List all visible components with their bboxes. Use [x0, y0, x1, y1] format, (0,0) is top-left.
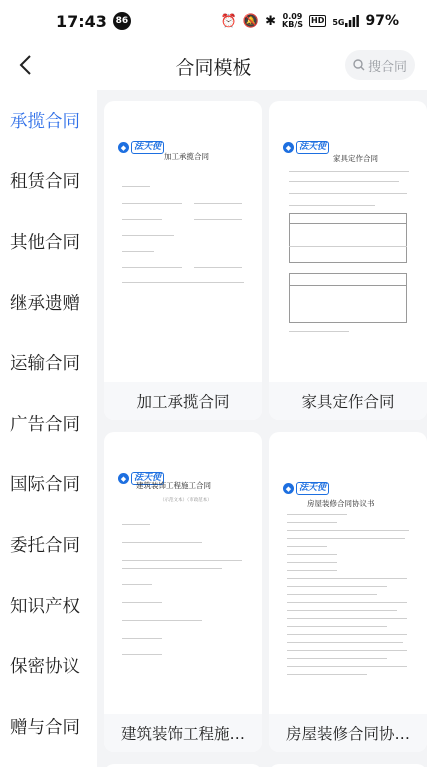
signal-label: 5G [332, 18, 345, 27]
card-caption [269, 714, 427, 752]
doc-title: 建筑装饰工程施工合同 [136, 481, 211, 490]
doc-line [122, 620, 202, 621]
sidebar-item-label: 运输合同 [10, 354, 80, 375]
logo-text: 法天使 [296, 482, 329, 495]
doc-line [287, 562, 337, 563]
sidebar-item-zengyu[interactable] [0, 696, 97, 757]
doc-line [287, 522, 337, 523]
doc-line [122, 568, 222, 569]
notification-count-badge: 86 [113, 12, 131, 30]
template-card[interactable] [104, 432, 262, 752]
doc-line [287, 578, 407, 579]
alarm-icon: ⏰ [220, 13, 237, 29]
doc-line [122, 584, 152, 585]
sidebar-item-label: 委托合同 [10, 535, 80, 556]
doc-line [287, 514, 347, 515]
sidebar-item-weituo[interactable] [0, 514, 97, 575]
mute-icon: 🔕 [242, 13, 260, 29]
doc-line [122, 235, 174, 236]
doc-line [122, 219, 162, 220]
document-thumbnail [269, 101, 427, 382]
sidebar-item-label: 继承遗赠 [10, 293, 80, 314]
doc-line [122, 267, 182, 268]
doc-line [287, 634, 407, 635]
document-thumbnail [104, 432, 262, 714]
doc-subtitle: （示范文本）（市政范本） [160, 498, 212, 503]
doc-line [287, 626, 387, 627]
doc-line [122, 654, 162, 655]
status-left [56, 12, 131, 31]
doc-line [287, 554, 337, 555]
network-speed [282, 13, 303, 29]
sidebar-item-label: 承揽合同 [10, 111, 80, 132]
doc-line [194, 219, 242, 220]
signal-bars-icon [345, 15, 359, 27]
card-caption-text: 建筑装饰工程施… [120, 725, 245, 743]
sidebar-item-label: 广告合同 [10, 414, 80, 435]
doc-line [122, 282, 244, 283]
logo-text: 法天使 [296, 141, 329, 154]
doc-table [289, 273, 407, 323]
sidebar-item-zhishi[interactable] [0, 575, 97, 636]
doc-line [289, 285, 407, 286]
status-right [221, 13, 399, 29]
doc-line [194, 203, 242, 204]
logo-text: 法天使 [131, 141, 164, 154]
logo-mark-icon: ◆ [283, 483, 294, 494]
doc-line [289, 331, 349, 332]
category-sidebar [0, 90, 97, 767]
doc-line [287, 570, 337, 571]
doc-line [289, 181, 399, 182]
doc-line [122, 186, 150, 187]
doc-line [287, 618, 407, 619]
network-speed-unit: KB/S [282, 20, 303, 29]
brand-logo [118, 141, 164, 154]
doc-line [122, 251, 154, 252]
card-caption-text: 加工承揽合同 [136, 393, 230, 411]
doc-line [289, 205, 375, 206]
document-thumbnail [104, 101, 262, 382]
doc-line [287, 530, 409, 531]
doc-line [287, 610, 397, 611]
sidebar-item-guoji[interactable] [0, 454, 97, 515]
doc-line [289, 223, 407, 224]
logo-mark-icon: ◆ [283, 142, 294, 153]
doc-line [287, 658, 387, 659]
sidebar-item-chenglan[interactable] [0, 90, 97, 151]
sidebar-item-label: 赠与合同 [10, 717, 80, 738]
card-caption [269, 382, 427, 420]
template-card[interactable] [269, 101, 427, 420]
search-input[interactable] [345, 50, 415, 80]
card-caption-text: 家具定作合同 [301, 393, 395, 411]
sidebar-item-yunshu[interactable] [0, 332, 97, 393]
template-grid [97, 90, 427, 767]
logo-mark-icon: ◆ [118, 142, 129, 153]
sidebar-item-label: 其他合同 [10, 232, 80, 253]
logo-text: 法天使 [131, 472, 164, 485]
card-caption [104, 382, 262, 420]
app-header [0, 42, 427, 88]
doc-line [122, 542, 202, 543]
sidebar-item-guanggao[interactable] [0, 393, 97, 454]
sidebar-item-label: 租赁合同 [10, 172, 80, 193]
doc-title: 家具定作合同 [333, 154, 378, 163]
brand-logo [283, 141, 329, 154]
doc-line [287, 674, 367, 675]
doc-line [289, 193, 407, 194]
doc-line [287, 666, 407, 667]
card-caption-text: 房屋装修合同协… [285, 725, 410, 743]
doc-line [287, 586, 387, 587]
status-time: 17:43 [56, 11, 107, 31]
signal-icon [332, 15, 359, 27]
document-thumbnail [269, 432, 427, 714]
sidebar-item-label: 国际合同 [10, 475, 80, 496]
doc-line [287, 642, 403, 643]
battery-level: 97% [365, 13, 399, 29]
template-card[interactable] [104, 101, 262, 420]
logo-mark-icon: ◆ [118, 473, 129, 484]
network-speed-value: 0.09 [282, 12, 303, 21]
bluetooth-icon: ✱ [265, 13, 277, 29]
sidebar-item-qita[interactable] [0, 211, 97, 272]
doc-title: 加工承揽合同 [164, 152, 209, 161]
doc-line [122, 203, 182, 204]
doc-line [289, 246, 407, 247]
sidebar-item-jicheng[interactable] [0, 272, 97, 333]
search-icon [353, 59, 365, 71]
doc-line [122, 524, 150, 525]
brand-logo [283, 482, 329, 495]
doc-line [287, 594, 377, 595]
sidebar-item-label: 保密协议 [10, 657, 80, 678]
doc-line [122, 560, 242, 561]
doc-line [194, 267, 242, 268]
hd-badge: HD [311, 16, 325, 25]
doc-table [289, 213, 407, 263]
search-placeholder: 搜合同 [367, 59, 407, 75]
sidebar-item-zulin[interactable] [0, 151, 97, 212]
template-card[interactable] [269, 432, 427, 752]
doc-line [122, 638, 162, 639]
status-bar [0, 0, 427, 42]
sidebar-item-label: 知识产权 [10, 596, 80, 617]
doc-line [287, 602, 407, 603]
doc-line [287, 650, 407, 651]
doc-line [122, 602, 162, 603]
card-caption [104, 714, 262, 752]
page-title: 合同模板 [175, 57, 252, 79]
doc-line [289, 171, 409, 172]
sidebar-item-baomi[interactable] [0, 635, 97, 696]
doc-line [287, 538, 405, 539]
doc-line [287, 546, 327, 547]
doc-title: 房屋装修合同协议书 [307, 499, 375, 508]
